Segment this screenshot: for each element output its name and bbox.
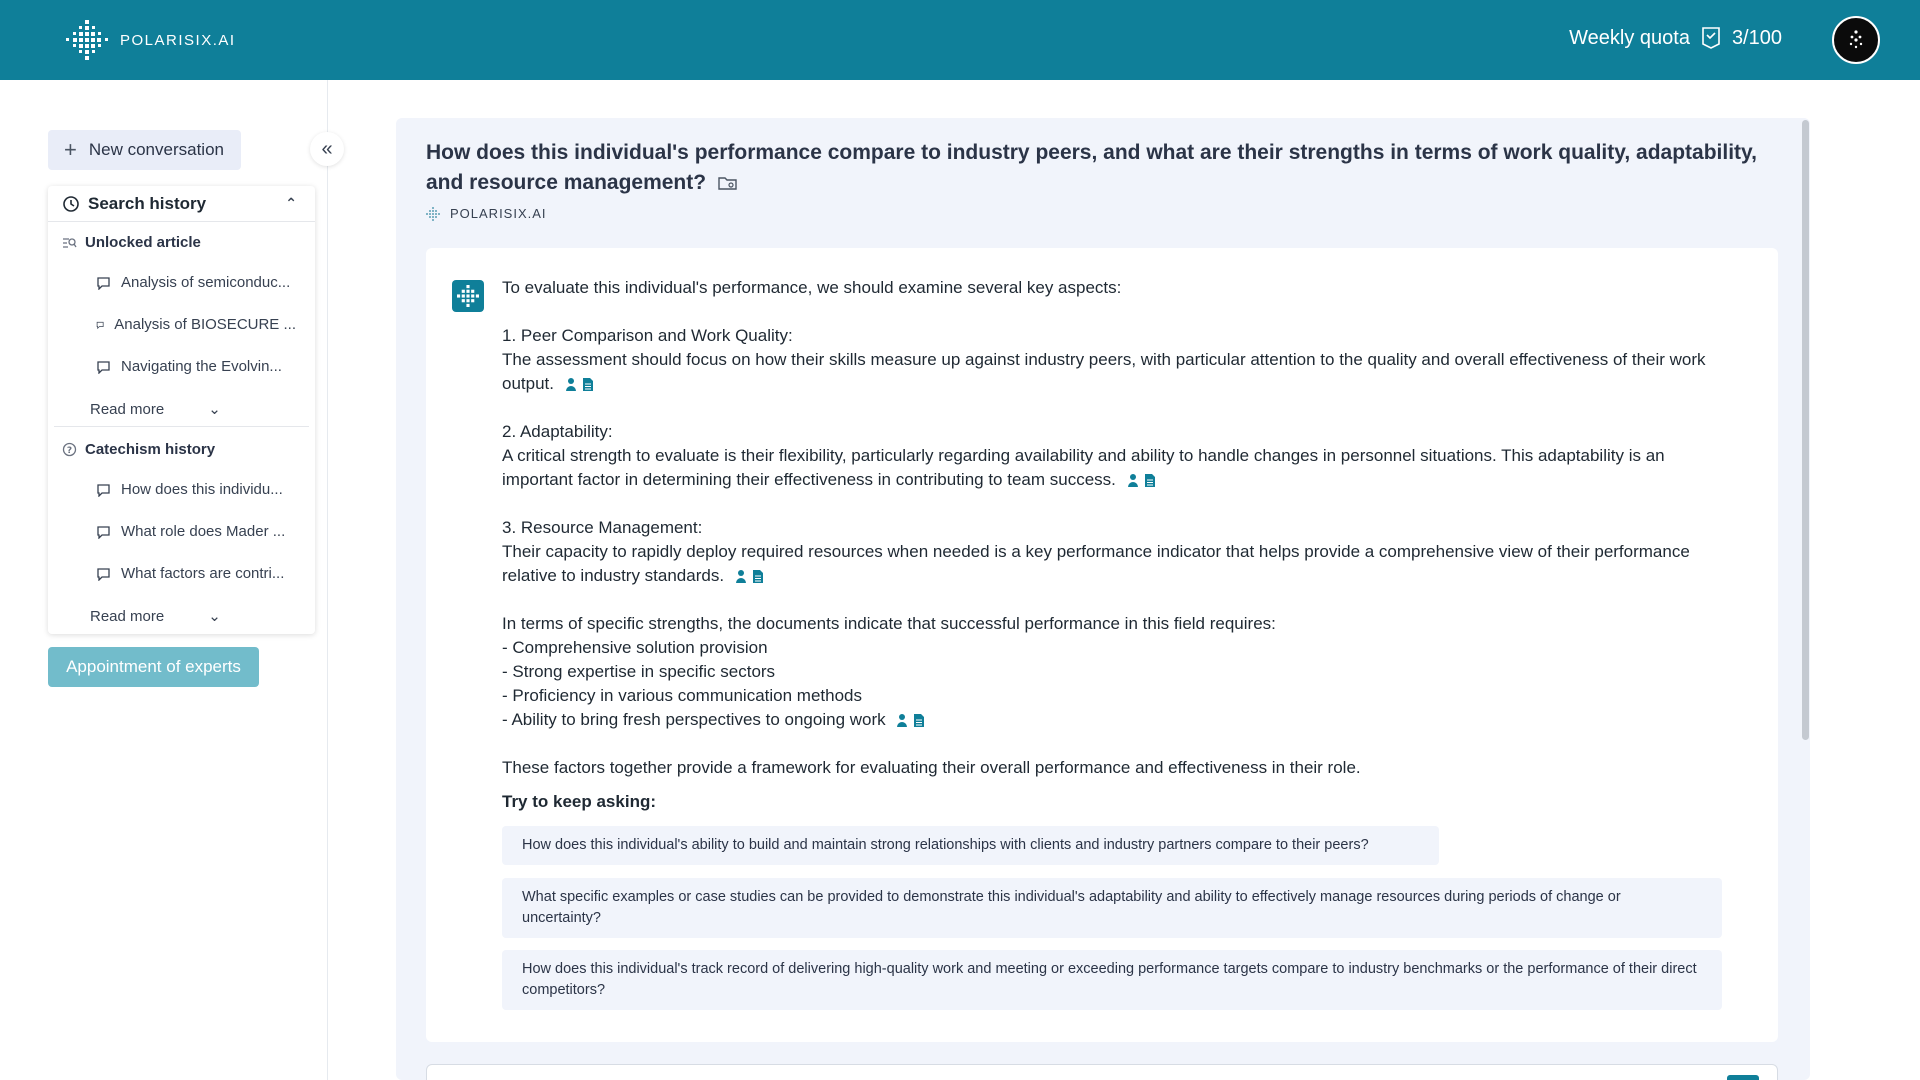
polarisix-logo-icon xyxy=(64,18,110,62)
polarisix-small-icon xyxy=(426,207,440,221)
section-title-unlocked: Unlocked article xyxy=(85,234,201,251)
point-body: The assessment should focus on how their skills measure up against industry peers, with particular attention to the quality and overall effectiveness of their work output. xyxy=(502,350,1706,393)
chevron-up-double-icon[interactable]: ⌃ xyxy=(285,195,297,211)
brand-logo[interactable] xyxy=(64,18,236,62)
suggested-question[interactable]: How does this individual's track record of delivering high-quality work and meeting or exceeding performance targets compare to industry benchmarks or the performance of their direct competitors? xyxy=(502,950,1722,1010)
conversation-panel xyxy=(396,118,1810,1080)
weekly-quota xyxy=(1569,26,1782,50)
read-more-unlocked[interactable] xyxy=(90,400,221,418)
main-scrollbar[interactable] xyxy=(1802,120,1809,740)
history-clock-icon xyxy=(62,195,80,213)
sidebar xyxy=(0,80,333,1080)
document-reference-icon[interactable] xyxy=(752,569,764,584)
document-reference-icon[interactable] xyxy=(582,377,594,392)
double-chevron-left-icon: « xyxy=(321,137,333,160)
reference-links[interactable] xyxy=(565,377,594,392)
reference-links[interactable] xyxy=(735,569,764,584)
chat-bubble-icon xyxy=(96,483,111,497)
top-bar xyxy=(0,0,1920,80)
source-label: POLARISIX.AI xyxy=(450,206,547,221)
history-item-label: How does this individu... xyxy=(121,481,283,498)
answer-intro: To evaluate this individual's performance, we should examine several key aspects: xyxy=(502,278,1122,297)
answer-source xyxy=(426,206,547,221)
new-conversation-button[interactable] xyxy=(48,130,241,170)
answer-point-1 xyxy=(502,324,1722,396)
collapse-sidebar-button[interactable] xyxy=(310,132,344,166)
history-item[interactable] xyxy=(96,481,296,498)
chat-bubble-icon xyxy=(96,567,111,581)
strength-item: - Comprehensive solution provision xyxy=(502,638,768,657)
answer-strengths xyxy=(502,612,1722,732)
chat-bubble-icon xyxy=(96,318,104,332)
message-input[interactable] xyxy=(426,1064,1778,1080)
answer-card xyxy=(426,248,1778,1042)
chat-bubble-icon xyxy=(96,360,111,374)
strengths-intro: In terms of specific strengths, the documents indicate that successful performance in this field requires: xyxy=(502,614,1276,633)
point-body: A critical strength to evaluate is their flexibility, particularly regarding availability and ability to handle changes in personnel situations. This adaptability is an important factor in determining their effectiveness in contributing to team success. xyxy=(502,446,1665,489)
chevron-down-icon: ⌄ xyxy=(208,608,221,625)
expert-reference-icon[interactable] xyxy=(896,713,910,728)
point-title: 1. Peer Comparison and Work Quality: xyxy=(502,326,793,345)
reference-links[interactable] xyxy=(896,713,925,728)
keep-asking-heading: Try to keep asking: xyxy=(502,792,656,811)
answer-point-2 xyxy=(502,420,1722,492)
chat-bubble-icon xyxy=(96,525,111,539)
send-button[interactable] xyxy=(1727,1075,1759,1080)
history-item-label: Analysis of BIOSECURE ... xyxy=(114,316,296,333)
new-conversation-label: New conversation xyxy=(88,140,224,159)
expert-reference-icon[interactable] xyxy=(735,569,749,584)
history-item-label: What role does Mader ... xyxy=(121,523,286,540)
document-reference-icon[interactable] xyxy=(913,713,925,728)
history-item[interactable] xyxy=(96,565,296,582)
point-title: 3. Resource Management: xyxy=(502,518,703,537)
section-title-catechism: Catechism history xyxy=(85,441,216,458)
search-history-title: Search history xyxy=(88,193,207,213)
read-more-label: Read more xyxy=(90,400,165,418)
history-item-label: Navigating the Evolvin... xyxy=(121,358,282,375)
expert-reference-icon[interactable] xyxy=(1127,473,1141,488)
suggested-question[interactable]: What specific examples or case studies can be provided to demonstrate this individual's adaptability and ability to effectively manage resources during periods of change or uncertainty? xyxy=(502,878,1722,938)
appointment-of-experts-button[interactable]: Appointment of experts xyxy=(48,647,259,687)
question-circle-icon xyxy=(62,442,77,457)
history-item-label: Analysis of semiconduc... xyxy=(121,274,291,291)
expert-reference-icon[interactable] xyxy=(565,377,579,392)
section-unlocked-article xyxy=(62,234,201,251)
answer-body xyxy=(502,276,1722,814)
answer-point-3 xyxy=(502,516,1722,588)
strength-item: - Strong expertise in specific sectors xyxy=(502,662,776,681)
answer-conclusion: These factors together provide a framework for evaluating their overall performance and effectiveness in their role. xyxy=(502,758,1361,777)
quota-value: 3/100 xyxy=(1731,26,1782,49)
article-search-icon xyxy=(62,236,77,250)
section-catechism-history xyxy=(62,441,215,458)
svg-text:?: ? xyxy=(66,446,73,456)
reference-links[interactable] xyxy=(1127,473,1156,488)
point-body: Their capacity to rapidly deploy required resources when needed is a key performance indicator that helps provide a comprehensive view of their performance relative to industry standards. xyxy=(502,542,1690,585)
avatar-logo-icon xyxy=(1843,27,1869,53)
plus-icon: + xyxy=(64,137,77,162)
history-item-label: What factors are contri... xyxy=(121,565,285,582)
question-text: How does this individual's performance compare to industry peers, and what are their strengths in terms of work quality, adaptability, and resource management? xyxy=(426,141,1757,194)
assistant-avatar-icon xyxy=(452,280,484,312)
strength-item: - Proficiency in various communication methods xyxy=(502,686,862,705)
quota-label: Weekly quota xyxy=(1569,26,1690,49)
brand-name: POLARISIX.AI xyxy=(120,31,236,49)
chevron-down-icon: ⌄ xyxy=(208,401,221,418)
point-title: 2. Adaptability: xyxy=(502,422,613,441)
read-more-label: Read more xyxy=(90,607,165,625)
chat-bubble-icon xyxy=(96,276,111,290)
question-title xyxy=(426,138,1786,198)
strength-item: - Ability to bring fresh perspectives to ongoing work xyxy=(502,710,886,729)
history-item[interactable] xyxy=(96,316,296,333)
quota-badge-icon xyxy=(1700,26,1722,50)
history-item[interactable] xyxy=(96,274,296,291)
history-item[interactable] xyxy=(96,358,296,375)
search-history-panel xyxy=(48,186,315,634)
document-reference-icon[interactable] xyxy=(1144,473,1156,488)
history-item[interactable] xyxy=(96,523,296,540)
read-more-catechism[interactable] xyxy=(90,607,221,625)
user-avatar[interactable] xyxy=(1832,16,1880,64)
suggested-question[interactable]: How does this individual's ability to build and maintain strong relationships with clients and industry partners compare to their peers? xyxy=(502,826,1439,865)
divider xyxy=(54,426,309,427)
search-history-header[interactable] xyxy=(48,186,315,222)
save-to-folder-icon[interactable] xyxy=(718,175,738,191)
